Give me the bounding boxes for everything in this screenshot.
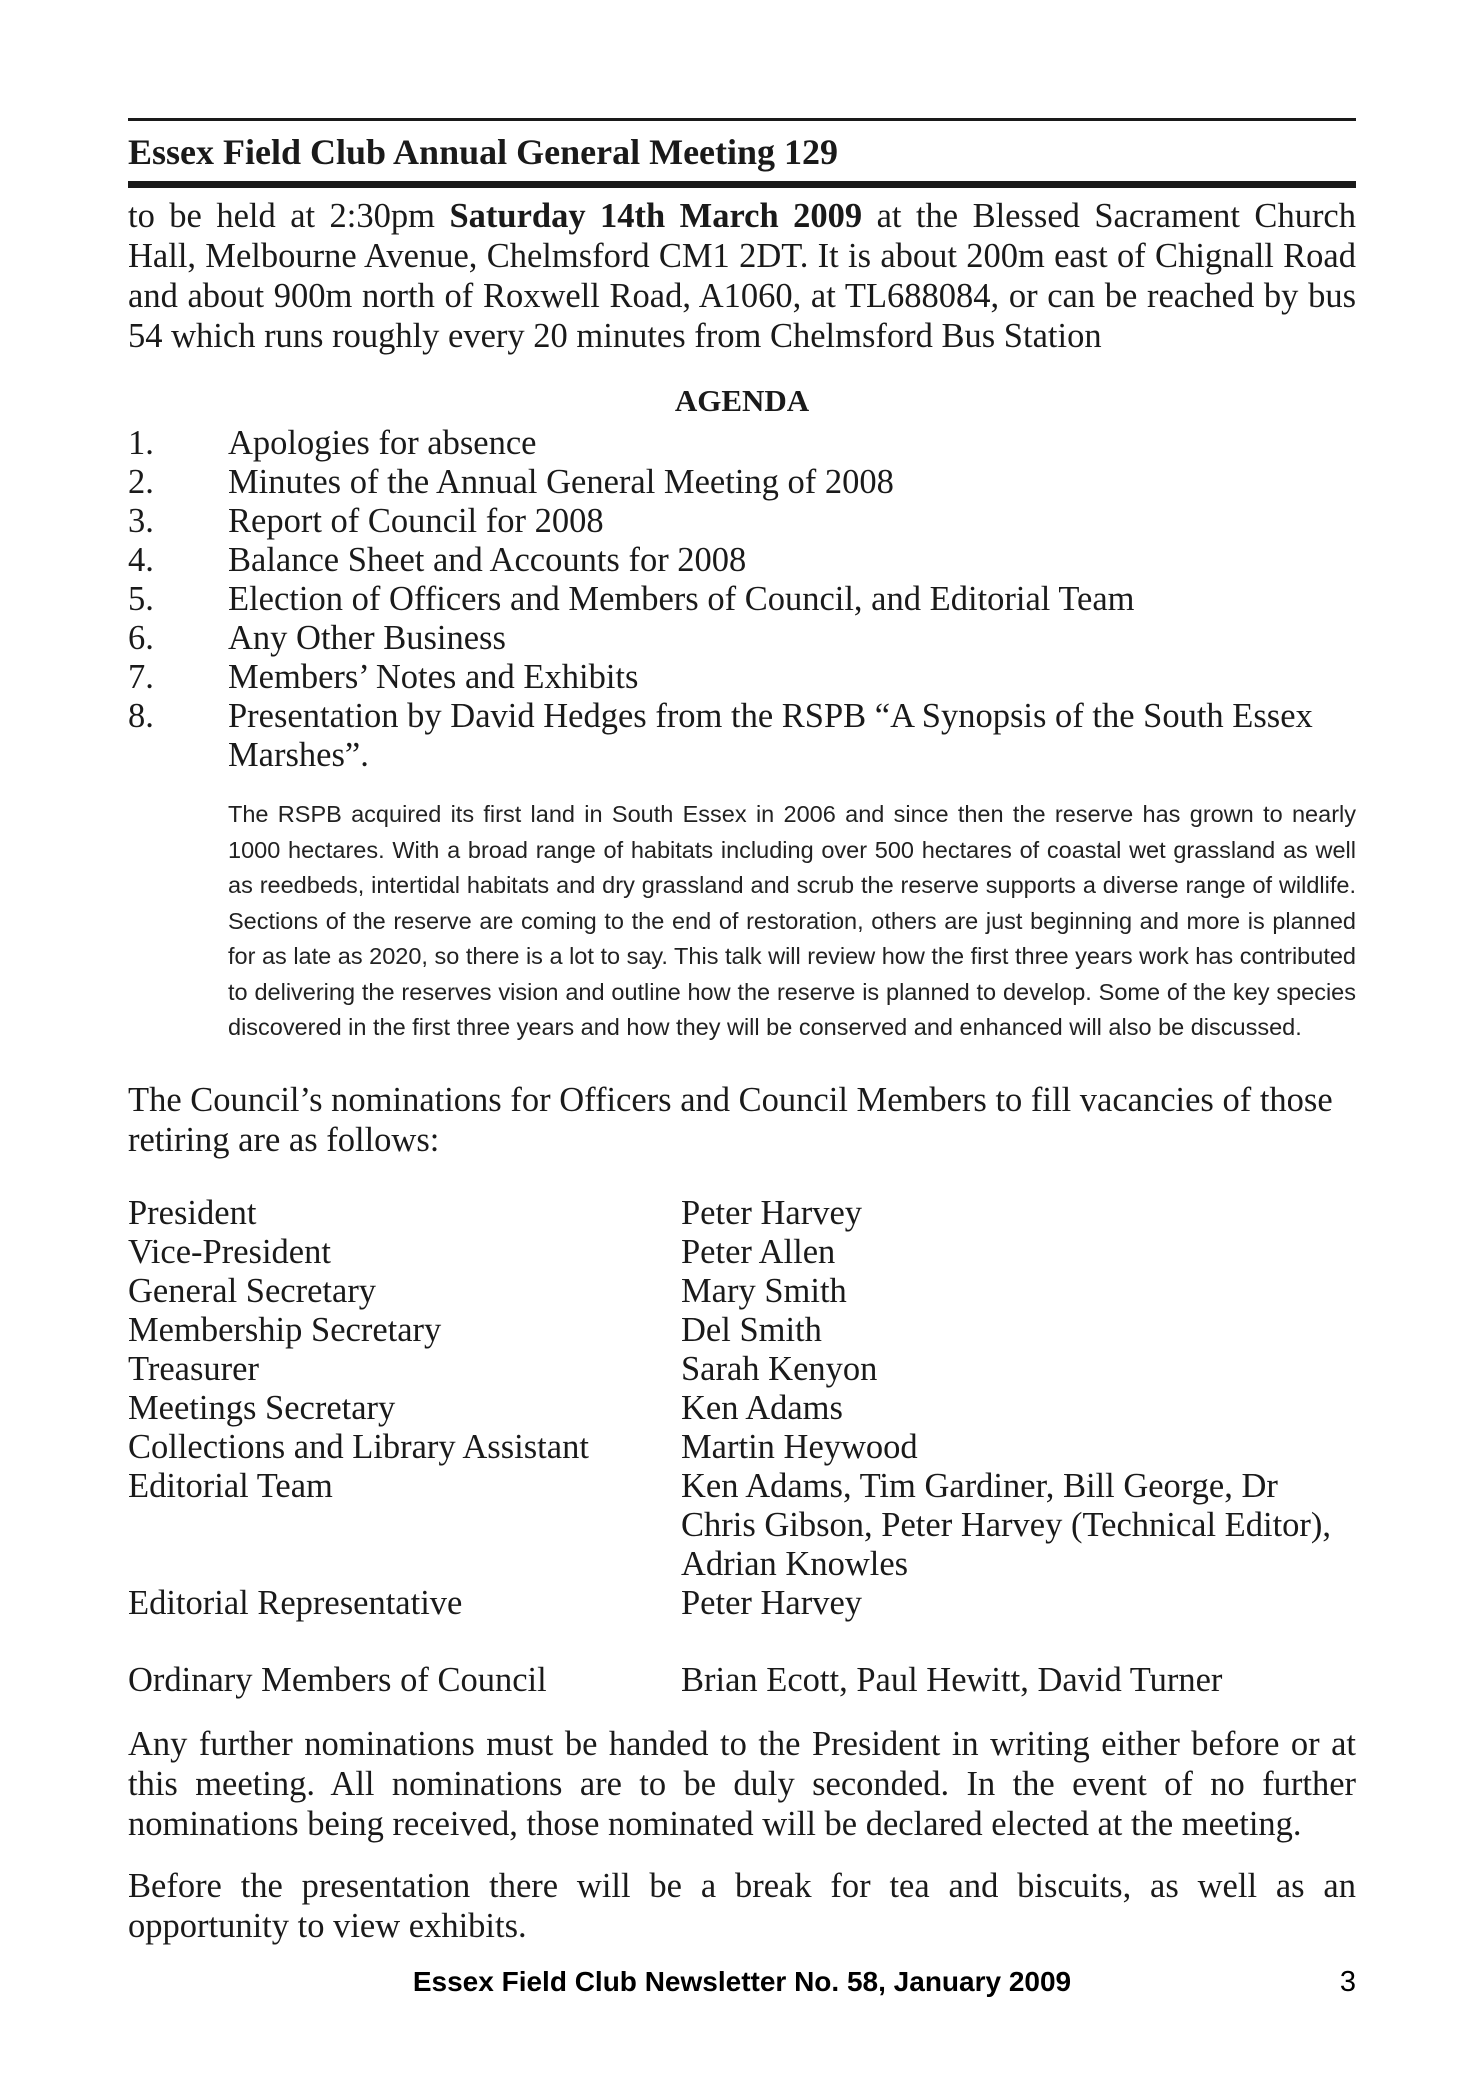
- nomination-name: Ken Adams, Tim Gardiner, Bill George, Dr Chris Gibson, Peter Harvey (Technical Editor), Adrian Knowles: [681, 1466, 1332, 1583]
- agenda-item-text: Balance Sheet and Accounts for 2008: [228, 541, 747, 579]
- agenda-item: [128, 541, 1356, 580]
- nomination-role: Treasurer: [128, 1349, 259, 1388]
- agenda-item-number: 8.: [128, 697, 154, 735]
- nomination-name: Ken Adams: [681, 1388, 843, 1427]
- nomination-name: Brian Ecott, Paul Hewitt, David Turner: [681, 1660, 1223, 1699]
- table-row: [128, 1272, 1356, 1311]
- agenda-item: [128, 619, 1356, 658]
- further-nominations-paragraph: Any further nominations must be handed to the President in writing either before or at this meeting. All nominations are to be duly seconded. In the event of no further nominations being received, those nominated will be declared elected at the meeting.: [128, 1724, 1356, 1843]
- meeting-date: Saturday 14th March 2009: [449, 197, 863, 235]
- nomination-role: Collections and Library Assistant: [128, 1427, 589, 1466]
- intro-text-after: at the Blessed Sacrament Church Hall, Melbourne Avenue, Chelmsford CM1 2DT. It is about 200m east of Chignall Road and about 900m north of Roxwell Road, A1060, at TL688084, or can be reached by bus 54 which runs roughly every 20 minutes from Chelmsford Bus Station: [128, 197, 1356, 355]
- nomination-role: Editorial Team: [128, 1466, 333, 1505]
- table-row: [128, 1233, 1356, 1272]
- nomination-role: President: [128, 1193, 257, 1232]
- agenda-item-number: 4.: [128, 541, 154, 579]
- meeting-intro: [128, 196, 1356, 356]
- agenda-item-number: 2.: [128, 463, 154, 501]
- agenda-item: [128, 463, 1356, 502]
- agenda-item: [128, 580, 1356, 619]
- table-row: [128, 1350, 1356, 1389]
- table-row: [128, 1623, 1356, 1700]
- nomination-role: Editorial Representative: [128, 1583, 463, 1622]
- agenda-list: [128, 424, 1356, 775]
- nomination-role: Meetings Secretary: [128, 1388, 396, 1427]
- table-row: [128, 1389, 1356, 1428]
- agenda-item-number: 7.: [128, 658, 154, 696]
- footer-newsletter-title: Essex Field Club Newsletter No. 58, January 2009: [412, 1966, 1072, 1997]
- tea-note-paragraph: Before the presentation there will be a break for tea and biscuits, as well as an opportunity to view exhibits.: [128, 1866, 1356, 1945]
- nomination-role: Membership Secretary: [128, 1310, 442, 1349]
- title-bottom-rule: [128, 181, 1356, 188]
- nomination-name: Mary Smith: [681, 1271, 847, 1310]
- agenda-item: [128, 658, 1356, 697]
- agenda-item-number: 6.: [128, 619, 154, 657]
- agenda-item-text: Election of Officers and Members of Council, and Editorial Team: [228, 580, 1135, 618]
- nominations-intro: The Council’s nominations for Officers and Council Members to fill vacancies of those retiring are as follows:: [128, 1080, 1333, 1159]
- presentation-abstract: The RSPB acquired its first land in South Essex in 2006 and since then the reserve has grown to nearly 1000 hectares. With a broad range of habitats including over 500 hectares of coastal wet grassland as well as reedbeds, intertidal habitats and dry grassland and scrub the reserve supports a diverse range of wildlife. Sections of the reserve are coming to the end of restoration, others are just beginning and more is planned for as late as 2020, so there is a lot to say. This talk will review how the first three years work has contributed to delivering the reserves vision and outline how the reserve is planned to develop. Some of the key species discovered in the first three years and how they will be conserved and enhanced will also be discussed.: [228, 801, 1356, 1040]
- nomination-name: Peter Harvey: [681, 1583, 863, 1622]
- agenda-item-text: Apologies for absence: [228, 424, 537, 462]
- agenda-item: [128, 502, 1356, 541]
- table-row: [128, 1194, 1356, 1233]
- nomination-role: General Secretary: [128, 1271, 377, 1310]
- nomination-name: Martin Heywood: [681, 1427, 918, 1466]
- agenda-item-number: 5.: [128, 580, 154, 618]
- nomination-role: Vice-President: [128, 1232, 331, 1271]
- page-footer: [128, 1962, 1356, 2002]
- intro-text-before: to be held at 2:30pm: [128, 197, 450, 235]
- agenda-item: [128, 424, 1356, 463]
- nomination-name: Sarah Kenyon: [681, 1349, 878, 1388]
- agenda-item-text: Report of Council for 2008: [228, 502, 604, 540]
- table-row: [128, 1467, 1356, 1584]
- nomination-name: Peter Allen: [681, 1232, 836, 1271]
- agenda-item-text: Minutes of the Annual General Meeting of 2008: [228, 463, 894, 501]
- agenda-item-text: Members’ Notes and Exhibits: [228, 658, 639, 696]
- nomination-name: Peter Harvey: [681, 1193, 863, 1232]
- nominations-table: [128, 1194, 1356, 1700]
- nomination-role: Ordinary Members of Council: [128, 1660, 547, 1699]
- agenda-item-number: 3.: [128, 502, 154, 540]
- table-row: [128, 1428, 1356, 1467]
- agenda-heading: AGENDA: [674, 383, 810, 418]
- page-number: 3: [1339, 1966, 1356, 1998]
- title-top-rule: [128, 118, 1356, 121]
- table-row: [128, 1584, 1356, 1623]
- document-page: [128, 118, 1356, 1946]
- table-row: [128, 1311, 1356, 1350]
- agenda-item-text: Any Other Business: [228, 619, 506, 657]
- nomination-name: Del Smith: [681, 1310, 822, 1349]
- agenda-item-number: 1.: [128, 424, 154, 462]
- agenda-item: [128, 697, 1356, 775]
- agenda-item-text: Presentation by David Hedges from the RSPB “A Synopsis of the South Essex Marshes”.: [228, 697, 1313, 774]
- page-title: Essex Field Club Annual General Meeting 129: [128, 132, 839, 172]
